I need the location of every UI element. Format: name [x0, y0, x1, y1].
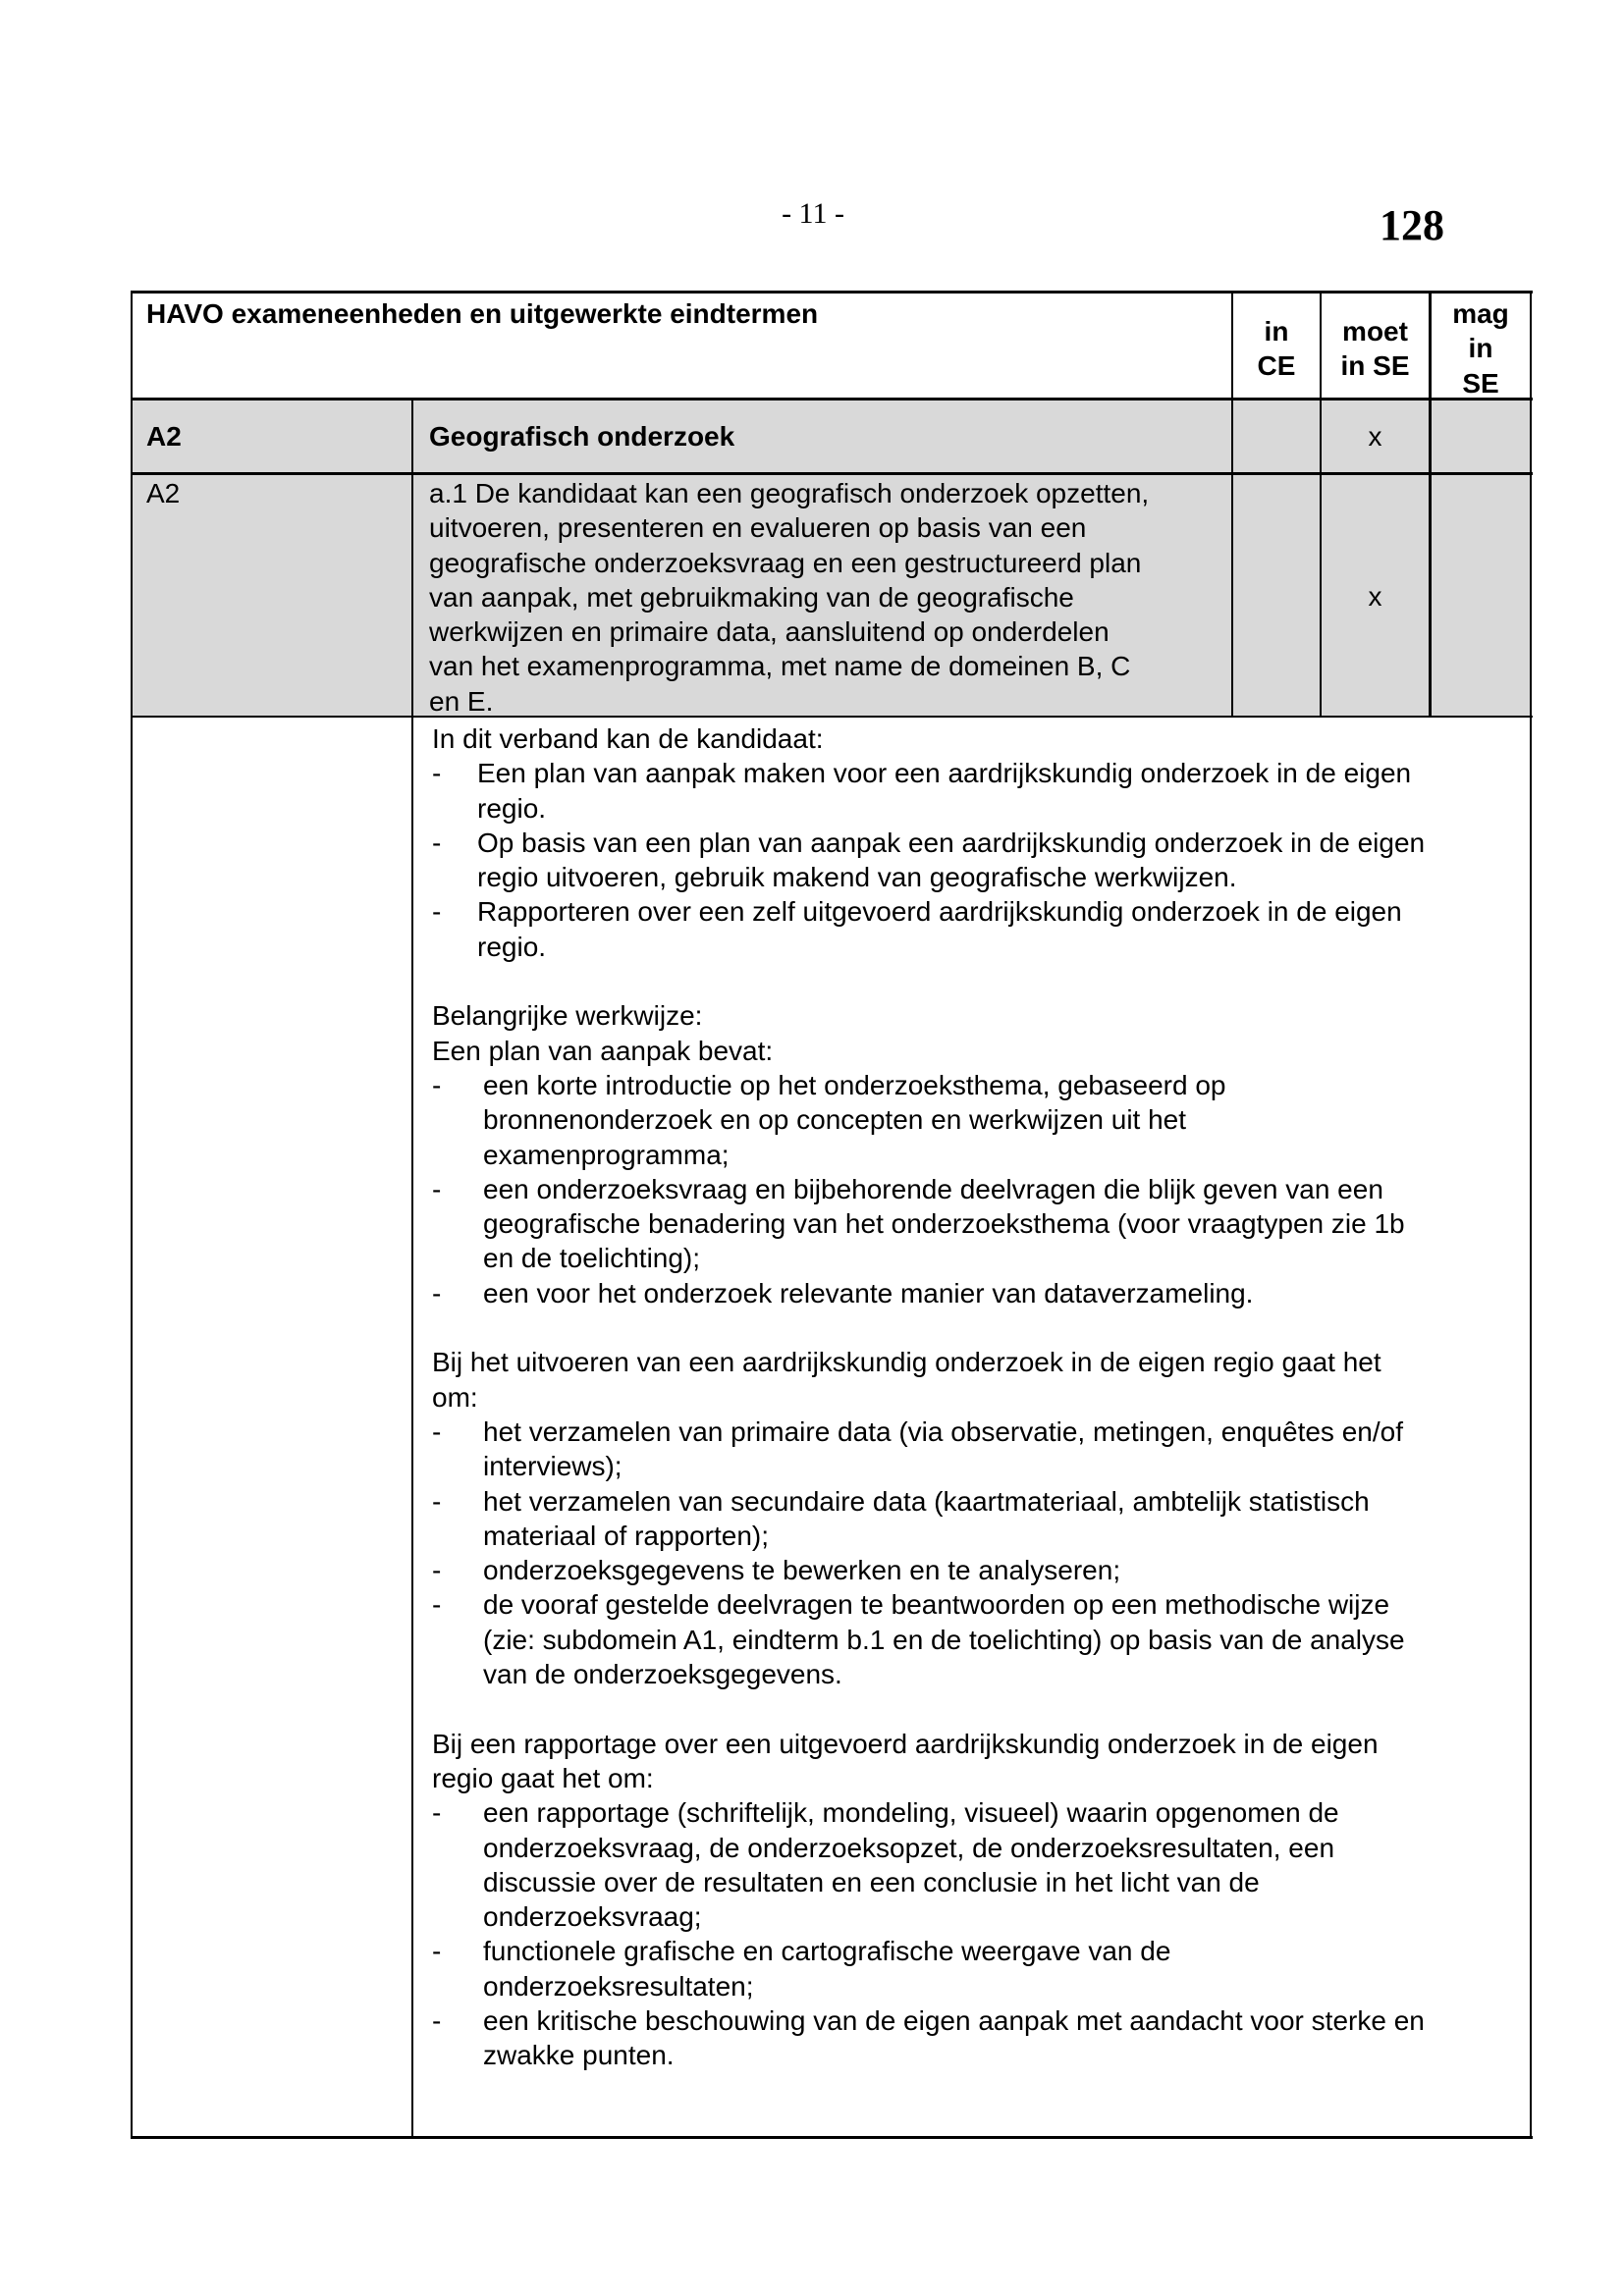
- eindterm-line: van aanpak, met gebruikmaking van de geografische: [429, 581, 1074, 613]
- section1-intro: In dit verband kan de kandidaat:: [432, 723, 824, 754]
- page-number: - 11 -: [782, 197, 844, 230]
- bullet-line: het verzamelen van secundaire data (kaartmateriaal, ambtelijk statistisch: [483, 1485, 1370, 1517]
- section1-bullet: [432, 894, 1522, 964]
- section1-bullet: [432, 826, 1522, 895]
- bullet-line: een onderzoeksvraag en bijbehorende deelvragen die blijk geven van een: [483, 1173, 1383, 1204]
- bullet-dash: -: [432, 1069, 442, 1100]
- col-header-in-ce-line1: in: [1264, 316, 1289, 347]
- bullet-line: bronnenonderzoek en op concepten en werkwijzen uit het: [483, 1104, 1187, 1136]
- bullet-line: materiaal of rapporten);: [483, 1520, 770, 1551]
- col-header-in-ce: [1233, 314, 1320, 384]
- table-top-border: [131, 291, 1533, 294]
- paragraph-gap: [432, 1310, 1522, 1345]
- table-title: HAVO exameneenheden en uitgewerkte eindtermen: [146, 298, 819, 329]
- bullet-dash: -: [432, 1485, 442, 1517]
- section3-bullet: [432, 1553, 1522, 1587]
- section4-bullet: [432, 1795, 1522, 1934]
- subdomain-row-bottom-border: [131, 472, 1533, 475]
- header-bottom-border: [131, 398, 1533, 400]
- bullet-line: geografische benadering van het onderzoeksthema (voor vraagtypen zie 1b: [483, 1208, 1405, 1240]
- eindterm-code: A2: [146, 478, 181, 508]
- intro-line: Bij een rapportage over een uitgevoerd aardrijkskundig onderzoek in de eigen: [432, 1728, 1379, 1759]
- subdomain-moet-in-se-mark: x: [1368, 421, 1382, 452]
- bullet-line: regio.: [477, 792, 547, 824]
- bullet-line: regio uitvoeren, gebruik makend van geografische werkwijzen.: [477, 862, 1237, 893]
- col-header-mag-in-se-line3: SE: [1462, 367, 1499, 399]
- eindterm-description: [429, 476, 1149, 719]
- section2-heading: Belangrijke werkwijze:: [432, 1000, 703, 1032]
- bullet-dash: -: [432, 827, 442, 858]
- bullet-dash: -: [432, 896, 442, 928]
- section4-bullet: [432, 2003, 1522, 2073]
- table-right-border: [1530, 291, 1532, 2139]
- code-column-divider: [411, 399, 413, 2138]
- intro-line: Bij het uitvoeren van een aardrijkskundig onderzoek in de eigen regio gaat het: [432, 1347, 1381, 1378]
- bullet-line: van de onderzoeksgegevens.: [483, 1659, 842, 1690]
- bullet-line: zwakke punten.: [483, 2040, 675, 2071]
- bullet-line: een kritische beschouwing van de eigen aanpak met aandacht voor sterke en: [483, 2004, 1425, 2036]
- section4-intro: [432, 1727, 1522, 1796]
- bullet-line: Rapporteren over een zelf uitgevoerd aardrijkskundig onderzoek in de eigen: [477, 896, 1402, 928]
- bullet-dash: -: [432, 2004, 442, 2036]
- col-header-mag-in-se-line1: mag: [1452, 298, 1509, 329]
- bullet-line: functionele grafische en cartografische weergave van de: [483, 1936, 1171, 1967]
- bullet-line: een voor het onderzoek relevante manier van dataverzameling.: [483, 1277, 1254, 1308]
- intro-line: regio gaat het om:: [432, 1762, 654, 1793]
- section2-intro: Een plan van aanpak bevat:: [432, 1035, 774, 1066]
- bullet-dash: -: [432, 1555, 442, 1586]
- section3-bullet: [432, 1415, 1522, 1484]
- bullet-line: discussie over de resultaten en een conclusie in het licht van de: [483, 1866, 1260, 1897]
- bullet-line: interviews);: [483, 1451, 623, 1482]
- bullet-dash: -: [432, 1173, 442, 1204]
- explanation-block: [432, 721, 1522, 2073]
- eindterm-line: geografische onderzoeksvraag en een gestructureerd plan: [429, 547, 1142, 578]
- col-header-mag-in-se: [1432, 296, 1530, 400]
- bullet-line: het verzamelen van primaire data (via observatie, metingen, enquêtes en/of: [483, 1415, 1403, 1447]
- paragraph-gap: [432, 964, 1522, 998]
- section3-intro: [432, 1345, 1522, 1415]
- eindterm-line: en E.: [429, 685, 494, 717]
- bullet-line: een rapportage (schriftelijk, mondeling, visueel) waarin opgenomen de: [483, 1797, 1339, 1829]
- bullet-line: examenprogramma;: [483, 1139, 730, 1170]
- col-header-moet-in-se-line2: in SE: [1340, 350, 1410, 382]
- bullet-dash: -: [432, 758, 442, 789]
- bullet-dash: -: [432, 1589, 442, 1621]
- eindterm-line: werkwijzen en primaire data, aansluitend op onderdelen: [429, 616, 1110, 648]
- bullet-line: de vooraf gestelde deelvragen te beantwoorden op een methodische wijze: [483, 1589, 1390, 1621]
- col-header-in-ce-line2: CE: [1257, 350, 1296, 382]
- bullet-line: onderzoeksresultaten;: [483, 1970, 754, 2002]
- bullet-line: en de toelichting);: [483, 1243, 701, 1274]
- bullet-line: onderzoeksvraag, de onderzoeksopzet, de onderzoeksresultaten, een: [483, 1832, 1335, 1863]
- bullet-line: onderzoeksvraag;: [483, 1901, 702, 1933]
- col-header-moet-in-se: [1322, 314, 1429, 384]
- bullet-dash: -: [432, 1415, 442, 1447]
- bullet-line: regio.: [477, 931, 547, 962]
- section4-bullet: [432, 1934, 1522, 2003]
- bullet-line: Op basis van een plan van aanpak een aardrijkskundig onderzoek in de eigen: [477, 827, 1426, 858]
- eindterm-line: a.1 De kandidaat kan een geografisch onderzoek opzetten,: [429, 478, 1150, 508]
- document-number: 128: [1380, 201, 1444, 249]
- section3-bullet: [432, 1587, 1522, 1691]
- table-bottom-border: [131, 2136, 1533, 2139]
- bullet-line: Een plan van aanpak maken voor een aardrijkskundig onderzoek in de eigen: [477, 758, 1412, 789]
- subdomain-code: A2: [146, 421, 182, 452]
- bullet-line: onderzoeksgegevens te bewerken en te analyseren;: [483, 1555, 1121, 1586]
- table-left-border: [131, 291, 133, 2139]
- subdomain-title: Geografisch onderzoek: [429, 421, 735, 452]
- paragraph-gap: [432, 1691, 1522, 1726]
- section3-bullet: [432, 1484, 1522, 1554]
- eindterm-moet-in-se-mark: x: [1368, 581, 1382, 612]
- intro-line: om:: [432, 1381, 478, 1413]
- bullet-dash: -: [432, 1936, 442, 1967]
- bullet-dash: -: [432, 1277, 442, 1308]
- eindterm-line: van het examenprogramma, met name de domeinen B, C: [429, 651, 1131, 682]
- bullet-line: (zie: subdomein A1, eindterm b.1 en de toelichting) op basis van de analyse: [483, 1624, 1405, 1655]
- section1-bullet: [432, 756, 1522, 826]
- section2-bullet: [432, 1172, 1522, 1276]
- col-header-moet-in-se-line1: moet: [1342, 316, 1408, 347]
- bullet-dash: -: [432, 1797, 442, 1829]
- col-header-mag-in-se-line2: in: [1468, 333, 1493, 364]
- section2-bullet: [432, 1068, 1522, 1172]
- bullet-line: een korte introductie op het onderzoeksthema, gebaseerd op: [483, 1069, 1226, 1100]
- section2-bullet: [432, 1276, 1522, 1310]
- eindterm-line: uitvoeren, presenteren en evalueren op basis van een: [429, 512, 1087, 544]
